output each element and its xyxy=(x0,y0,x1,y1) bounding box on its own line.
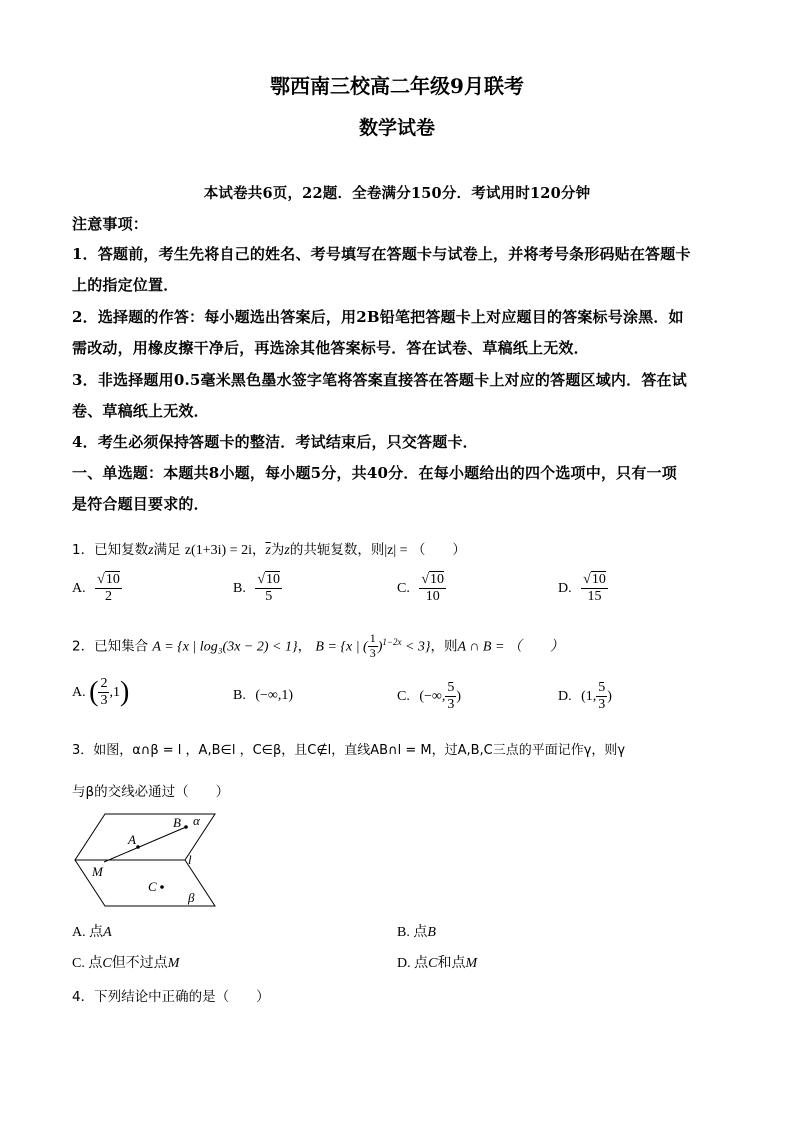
label-a: A xyxy=(128,832,136,847)
option-var: B xyxy=(427,925,436,940)
option-den: 10 xyxy=(425,589,440,605)
option-label: A. 点 xyxy=(72,925,104,940)
q2-set-a: A = {x | log₃(3x − 2) < 1} xyxy=(152,639,298,655)
q2-frac-num: 1 xyxy=(369,631,376,645)
option-rest: 但不过点 xyxy=(111,956,168,971)
q3-figure xyxy=(70,810,220,910)
option-num: 10 xyxy=(266,572,281,587)
option-num: 5 xyxy=(445,680,456,697)
q2-set-b-pre: B = {x | ( xyxy=(315,639,368,655)
option-post: ) xyxy=(456,688,462,704)
label-l: l xyxy=(188,852,192,867)
option-den: 5 xyxy=(265,589,273,605)
label-c: C xyxy=(148,879,157,894)
option-var: C xyxy=(428,956,438,971)
q1-mid2: 为 xyxy=(270,542,285,558)
q1-mid3: 的共轭复数，则 xyxy=(289,542,385,558)
q3-option-b[interactable] xyxy=(397,921,436,941)
option-label: C. 点 xyxy=(72,956,103,971)
option-pre: (1, xyxy=(581,688,597,704)
option-rest: 和点 xyxy=(437,956,466,971)
option-label: D. xyxy=(558,580,572,596)
option-label: A. xyxy=(72,684,86,700)
q2-option-b[interactable] xyxy=(233,688,293,704)
label-alpha: α xyxy=(193,813,200,828)
q1-comma: ， xyxy=(251,542,266,558)
option-label: B. xyxy=(233,688,246,703)
q2-option-d[interactable] xyxy=(558,680,612,713)
option-label: C. xyxy=(397,688,410,704)
option-label: B. 点 xyxy=(397,925,428,940)
point-c xyxy=(160,885,164,889)
option-label: C. xyxy=(397,580,410,596)
q2-pre: 2．已知集合 xyxy=(72,638,149,655)
q2-ask2: A ∩ B = （ ） xyxy=(457,639,564,655)
q2-sep: ， xyxy=(297,638,312,655)
question-3-cont: 与β的交线必通过（ ） xyxy=(72,784,230,800)
notes-heading: 注意事项： xyxy=(72,215,149,233)
note-3-cont: 卷、草稿纸上无效． xyxy=(72,402,209,420)
option-var: A xyxy=(103,925,112,940)
q1-option-b[interactable]: B. $\frac{√10}{5}$ xyxy=(233,572,281,605)
q1-option-c[interactable]: C. $\frac{√10}{10}$ xyxy=(397,572,445,605)
option-num: 10 xyxy=(430,572,445,587)
question-2: 2．已知集合 A = {x | log₃(3x − 2) < 1}， B = {x | ( $\frac{1}{3}$ )$^{1-2x}$ < 3}，则A ∩ B = （ ） xyxy=(72,631,564,660)
point-a xyxy=(136,845,140,849)
option-label: A. xyxy=(72,580,86,596)
note-1-cont: 上的指定位置． xyxy=(72,276,179,294)
option-num: 10 xyxy=(591,572,606,587)
exam-title: 鄂西南三校高二年级9月联考 xyxy=(270,74,524,98)
exam-subtitle: 数学试卷 xyxy=(358,117,435,139)
q3-option-a[interactable] xyxy=(72,921,112,941)
q1-option-d[interactable]: D. $\frac{√10}{15}$ xyxy=(558,572,606,605)
exam-info: 本试卷共6页，22题．全卷满分150分．考试用时120分钟 xyxy=(203,185,591,202)
q2-option-a[interactable]: A. ( $\frac{2}{3}$ ,1) xyxy=(72,676,130,709)
option-den: 3 xyxy=(598,697,606,713)
option-var2: M xyxy=(167,956,180,971)
option-label: D. xyxy=(558,688,572,704)
q2-set-b-post: < 3} xyxy=(401,639,431,655)
q1-abs: |z| = xyxy=(384,543,408,558)
q1-option-a[interactable]: A. $\frac{√10}{2}$ xyxy=(72,572,120,605)
option-value: (−∞,1) xyxy=(255,688,294,703)
option-num: 10 xyxy=(105,572,120,587)
option-den: 2 xyxy=(104,589,112,605)
option-den: 15 xyxy=(587,589,602,605)
section-heading: 一、单选题：本题共8小题，每小题5分，共40分．在每小题给出的四个选项中，只有一项 xyxy=(72,464,677,482)
option-num: 2 xyxy=(98,676,109,693)
q3-option-c[interactable] xyxy=(72,952,179,972)
option-var: C xyxy=(102,956,112,971)
q3-option-d[interactable] xyxy=(397,952,477,972)
label-m: M xyxy=(92,864,103,879)
option-var2: M xyxy=(465,956,478,971)
section-heading-cont: 是符合题目要求的． xyxy=(72,495,209,513)
q2-frac-den: 3 xyxy=(369,645,376,660)
label-beta: β xyxy=(188,890,195,905)
note-1: 1．答题前，考生先将自己的姓名、考号填写在答题卡与试卷上，并将考号条形码贴在答题卡 xyxy=(72,245,691,263)
question-3: 3．如图，α∩β = l ，A,B∈l ，C∈β，且C∉l，直线AB∩l = M，过A,B,C三点的平面记作γ，则γ xyxy=(72,743,626,758)
point-b xyxy=(184,825,188,829)
q2-option-c[interactable] xyxy=(397,680,461,713)
label-b: B xyxy=(173,815,181,830)
note-4: 4．考生必须保持答题卡的整洁．考试结束后，只交答题卡． xyxy=(72,433,478,451)
line-ab xyxy=(104,827,186,862)
option-num: 5 xyxy=(596,680,607,697)
option-post: ) xyxy=(607,688,612,704)
q1-zbar: $\overline{z}$ xyxy=(265,543,271,558)
option-den: 3 xyxy=(100,693,108,709)
q1-var-z2: z xyxy=(284,543,290,558)
option-rest: ,1 xyxy=(109,684,120,700)
q1-mid1: 满足 xyxy=(153,542,181,558)
q2-exp: 1−2x xyxy=(382,636,402,647)
question-4: 4．下列结论中正确的是（ ） xyxy=(72,989,270,1005)
option-pre: (−∞, xyxy=(419,688,446,704)
q1-equation: z(1+3i) = 2i xyxy=(184,543,252,558)
option-label: D. 点 xyxy=(397,956,429,971)
q2-ask: ，则 xyxy=(430,638,458,655)
option-label: B. xyxy=(233,580,246,596)
option-den: 3 xyxy=(447,697,455,713)
q1-pre: 1．已知复数 xyxy=(72,542,149,558)
note-2-cont: 需改动，用橡皮擦干净后，再选涂其他答案标号．答在试卷、草稿纸上无效． xyxy=(72,339,589,357)
q1-var-z: z xyxy=(148,543,154,558)
note-2: 2．选择题的作答：每小题选出答案后，用2B铅笔把答题卡上对应题目的答案标号涂黑．如 xyxy=(72,308,684,326)
q1-paren: （ ） xyxy=(411,542,466,558)
question-1 xyxy=(72,538,466,559)
note-3: 3．非选择题用0.5毫米黑色墨水签字笔将答案直接答在答题卡上对应的答题区域内．答在试 xyxy=(72,371,687,389)
